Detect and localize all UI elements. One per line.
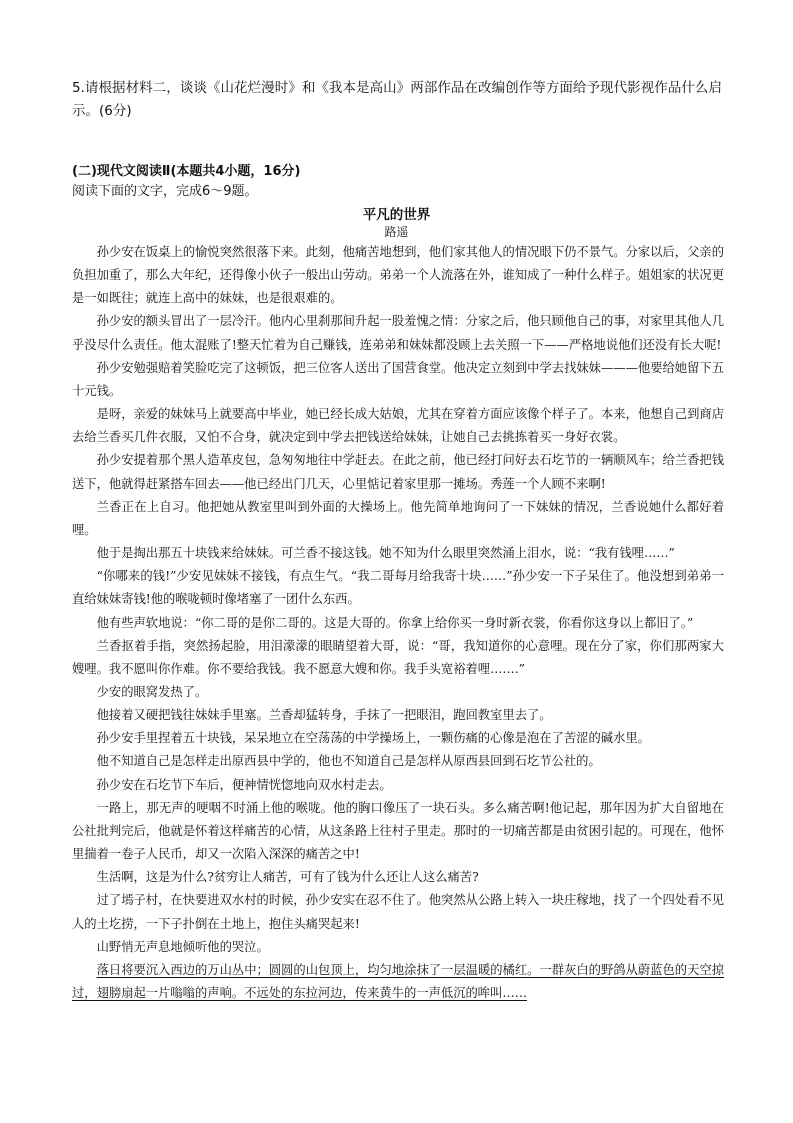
paragraph: 孙少安勉强赔着笑脸吃完了这顿饭，把三位客人送出了国营食堂。他决定立刻到中学去找妹妹———他要给她留下五十元钱。 — [72, 360, 724, 398]
article-title: 平凡的世界 — [362, 207, 431, 223]
paragraph: 孙少安的额头冒出了一层冷汗。他内心里刹那间升起一股羞愧之情：分家之后，他只顾他自己的事，对家里其他人几乎没尽什么责任。他太混账了!整天忙着为自己赚钱，连弟弟和妹妹都没顾上去关照一下——严格地说他们还没有长大呢! — [72, 314, 724, 352]
paragraph: 孙少安在饭桌上的愉悦突然很落下来。此刻，他痛苦地想到，他们家其他人的情况眼下仍不景气。分家以后，父亲的负担加重了，那么大年纪，还得像小伙子一般出山劳动。弟弟一个人流落在外，谁知成了一种什么样子。姐姐家的状况更是一如既往；就连上高中的妹妹，也是很艰难的。 — [72, 245, 724, 306]
section-instruction: 阅读下面的文字，完成6～9题。 — [72, 184, 258, 199]
article-author: 路遥 — [384, 225, 409, 239]
question-5: 5.请根据材料二，谈谈《山花烂漫时》和《我本是高山》两部作品在改编创作等方面给予现代影视作品什么启示。(6分) — [72, 80, 722, 119]
paragraph: 孙少安提着那个黑人造革皮包，急匆匆地往中学赶去。在此之前，他已经打问好去石圪节的一辆顺风车；给兰香把钱送下，他就得赶紧搭车回去——他已经出门几天，心里惦记着家里那一摊场。秀莲一个人顾不来啊! — [72, 453, 724, 491]
underlined-paragraph: 落日将要沉入西边的万山丛中；圆圆的山包顶上，均匀地涂抹了一层温暖的橘红。一群灰白的野鸽从蔚蓝色的天空掠过，翅膀扇起一片嗡嗡的声响。不远处的东拉河边，传来黄牛的一声低沉的哞叫…… — [72, 962, 724, 1000]
paragraph: 过了墕子村，在快要进双水村的时候，孙少安实在忍不住了。他突然从公路上转入一块庄稼地，找了一个四处看不见人的土圪捞，一下子扑倒在土地上，抱住头痛哭起来! — [72, 893, 724, 931]
paragraph: 兰香正在上自习。他把她从教室里叫到外面的大操场上。他先简单地询问了一下妹妹的情况，兰香说她什么都好着哩。 — [72, 499, 724, 537]
article-body — [72, 241, 724, 1005]
paragraph: 他于是掏出那五十块钱来给妹妹。可兰香不接这钱。她不知为什么眼里突然涌上泪水，说：“我有钱哩……” — [96, 546, 675, 561]
paragraph: 少安的眼窝发热了。 — [96, 684, 208, 699]
paragraph: 他接着又硬把钱往妹妹手里塞。兰香却猛转身，手抹了一把眼泪，跑回教室里去了。 — [96, 708, 552, 723]
paragraph: 生活啊，这是为什么?贫穷让人痛苦，可有了钱为什么还让人这么痛苦? — [96, 870, 479, 885]
paragraph: 山野悄无声息地倾听他的哭泣。 — [96, 939, 269, 954]
paragraph: 孙少安在石圪节下车后，便神情恍惚地向双水村走去。 — [96, 777, 392, 792]
paragraph: 是呀，亲爱的妹妹马上就要高中毕业，她已经长成大姑娘，尤其在穿着方面应该像个样子了。本来，他想自己到商店去给兰香买几件衣服，又怕不合身，就决定到中学去把钱送给妹妹，让她自己去挑拣着买一身好衣裳。 — [72, 407, 724, 445]
paragraph: 兰香抠着手指，突然扬起脸，用泪濛濛的眼睛望着大哥，说：“哥，我知道你的心意哩。现在分了家，你们那两家大嫂哩。我不愿叫你作难。你不要给我钱。我不愿意大嫂和你。我手头宽裕着哩…….” — [72, 638, 724, 676]
paragraph: “你哪来的钱!”少安见妹妹不接钱，有点生气。“我二哥每月给我寄十块……”孙少安一下子呆住了。他没想到弟弟一直给妹妹寄钱!他的喉咙顿时像堵塞了一团什么东西。 — [72, 569, 724, 607]
paragraph: 他不知道自己是怎样走出原西县中学的，他也不知道自己是怎样从原西县回到石圪节公社的。 — [96, 754, 601, 769]
section-title: (二)现代文阅读Ⅱ(本题共4小题，16分) — [72, 164, 301, 179]
paragraph: 他有些声软地说：“你二哥的是你二哥的。这是大哥的。你拿上给你买一身时新衣裳，你看你这身以上都旧了。” — [96, 615, 694, 630]
paragraph: 一路上，那无声的哽咽不时涌上他的喉咙。他的胸口像压了一块石头。多么痛苦啊!他记起，那年因为扩大自留地在公社批判完后，他就是怀着这样痛苦的心情，从这条路上往村子里走。那时的一切痛苦都是由贫困引起的。可现在，他怀里揣着一卷子人民币，却又一次陷入深深的痛苦之中! — [72, 800, 724, 862]
paragraph: 孙少安手里捏着五十块钱，呆呆地立在空荡荡的中学操场上，一颗伤痛的心像是泡在了苦涩的碱水里。 — [96, 731, 650, 746]
